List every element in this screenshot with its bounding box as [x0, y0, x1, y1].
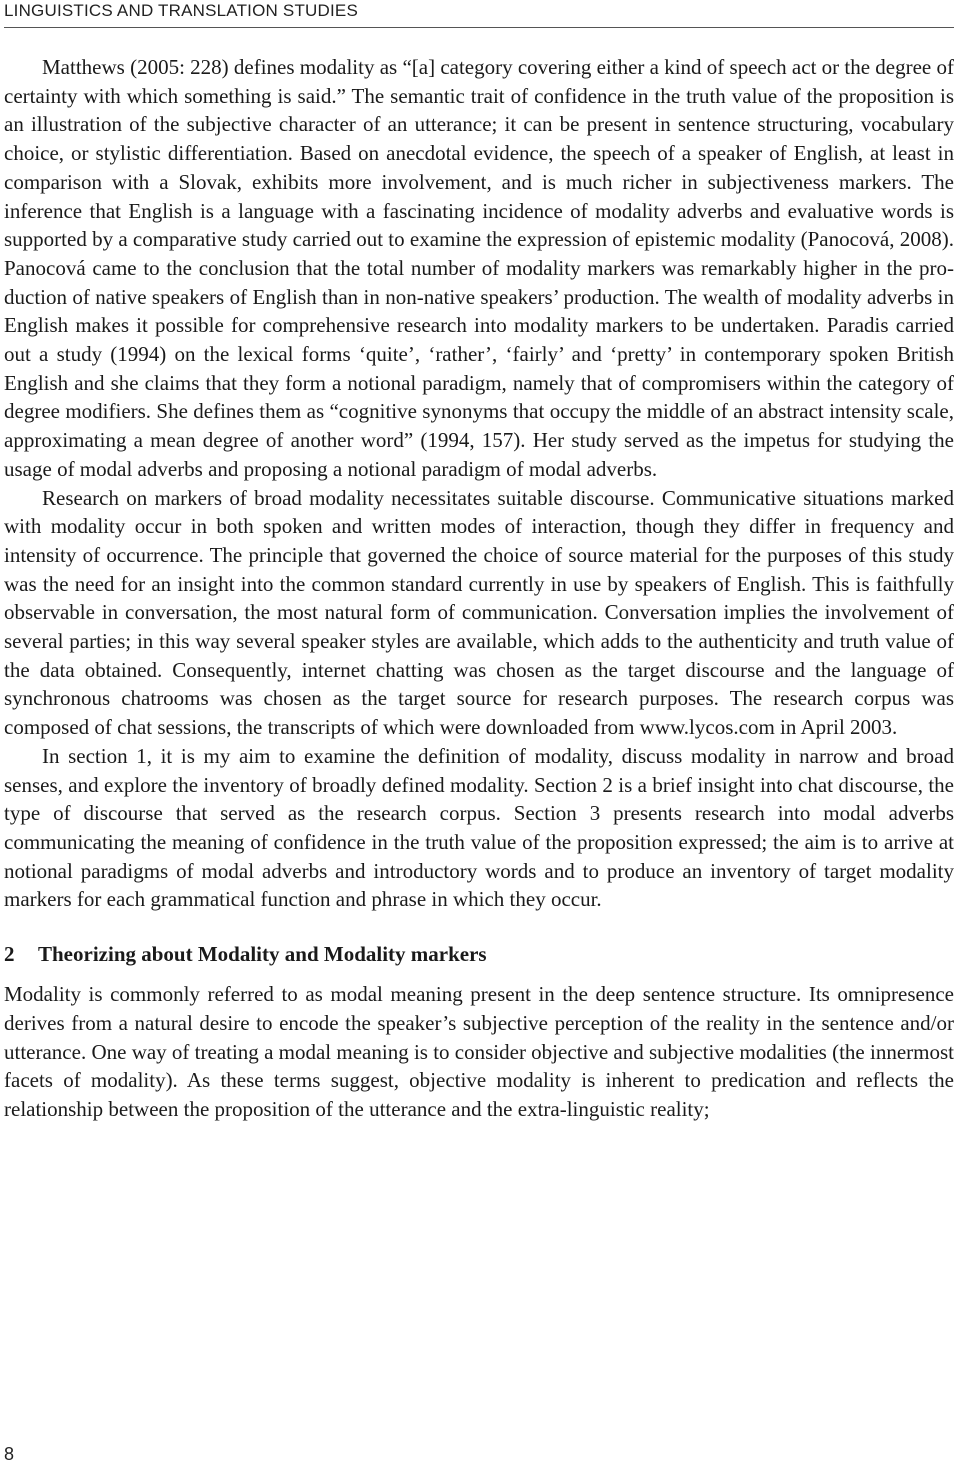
- paragraph-3: In section 1, it is my aim to examine the definition of modality, discuss modality in narrow and broad senses, and explore the inventory of broadly defined modality. Section 2 is a brief insight into chat discourse, the type of discourse that served as the research corpus. Section 3 presents research into modal adverbs communicating the meaning of confidence in the truth value of the proposition expressed; the aim is to arrive at notional paradigms of modal adverbs and introductory words and to produce an inventory of target modality markers for each grammatical function and phrase in which they occur.: [4, 743, 954, 912]
- section-heading: [4, 940, 954, 968]
- section-title: Theorizing about Modality and Modality markers: [38, 942, 487, 967]
- section-number: 2: [4, 942, 15, 967]
- paragraph-2: Research on markers of broad modality necessitates suitable discourse. Communicative situations marked with modality occur in both spoken and written modes of interaction, though they differ in frequency and intensity of occurrence. The principle that governed the choice of source material for the purposes of this study was the need for an insight into the common standard currently in use by speakers of English. This is faithfully observable in conversation, the most natural form of communication. Conversation implies the involvement of several parties; in this way several speaker styles are available, which adds to the authenticity and truth value of the data obtained. Consequently, internet chatting was chosen as the target discourse and the language of synchronous chatrooms was chosen as the target source for research purposes. The research corpus was composed of chat sessions, the transcripts of which were downloaded from www.lycos.com in April 2003.: [4, 485, 954, 740]
- page-body: [4, 53, 954, 1124]
- paragraph-1: Matthews (2005: 228) defines modality as “[a] category covering either a kind of speech act or the degree of certainty with which something is said.” The semantic trait of confidence in the truth value of the proposition is an illustration of the subjective character of an utterance; it can be present in sentence structuring, vocabulary choice, or stylistic differentiation. Based on anecdotal evidence, the speech of a speaker of English, at least in comparison with a Slovak, exhibits more involvement, and is much richer in subjectiveness markers. The inference that English is a language with a fascinating incidence of modality adverbs and evaluative words is supported by a comparative study carried out to examine the expression of epistemic modality (Panocová, 2008). Panocová came to the conclusion that the total number of modality markers was remarkably higher in the production of native speakers of English than in non-native speakers’ production. The wealth of modality adverbs in English makes it possible for comprehensive research into modality markers to be undertaken. Paradis carried out a study (1994) on the lexical forms ‘quite’, ‘rather’, ‘fairly’ and ‘pretty’ in contemporary spoken British English and she claims that they form a notional paradigm, namely that of compromisers within the category of degree modifiers. She defines them as “cognitive synonyms that occupy the middle of an abstract intensity scale, approximating a mean degree of another word” (1994, 157). Her study served as the impetus for studying the usage of modal adverbs and proposing a notional paradigm of modal adverbs.: [4, 55, 954, 481]
- running-head: LINGUISTICS AND TRANSLATION STUDIES: [4, 0, 954, 28]
- section-paragraph: Modality is commonly referred to as modal meaning present in the deep sentence structure. Its omnipresence derives from a natural desire to encode the speaker’s subjective perception of the reality in the sentence and/or utterance. One way of treating a modal meaning is to consider objective and subjective modalities (the innermost facets of modality). As these terms suggest, objective modality is inherent to predication and reflects the relationship between the proposition of the utterance and the extra-linguistic reality;: [4, 982, 954, 1121]
- page-number: 8: [4, 1444, 15, 1464]
